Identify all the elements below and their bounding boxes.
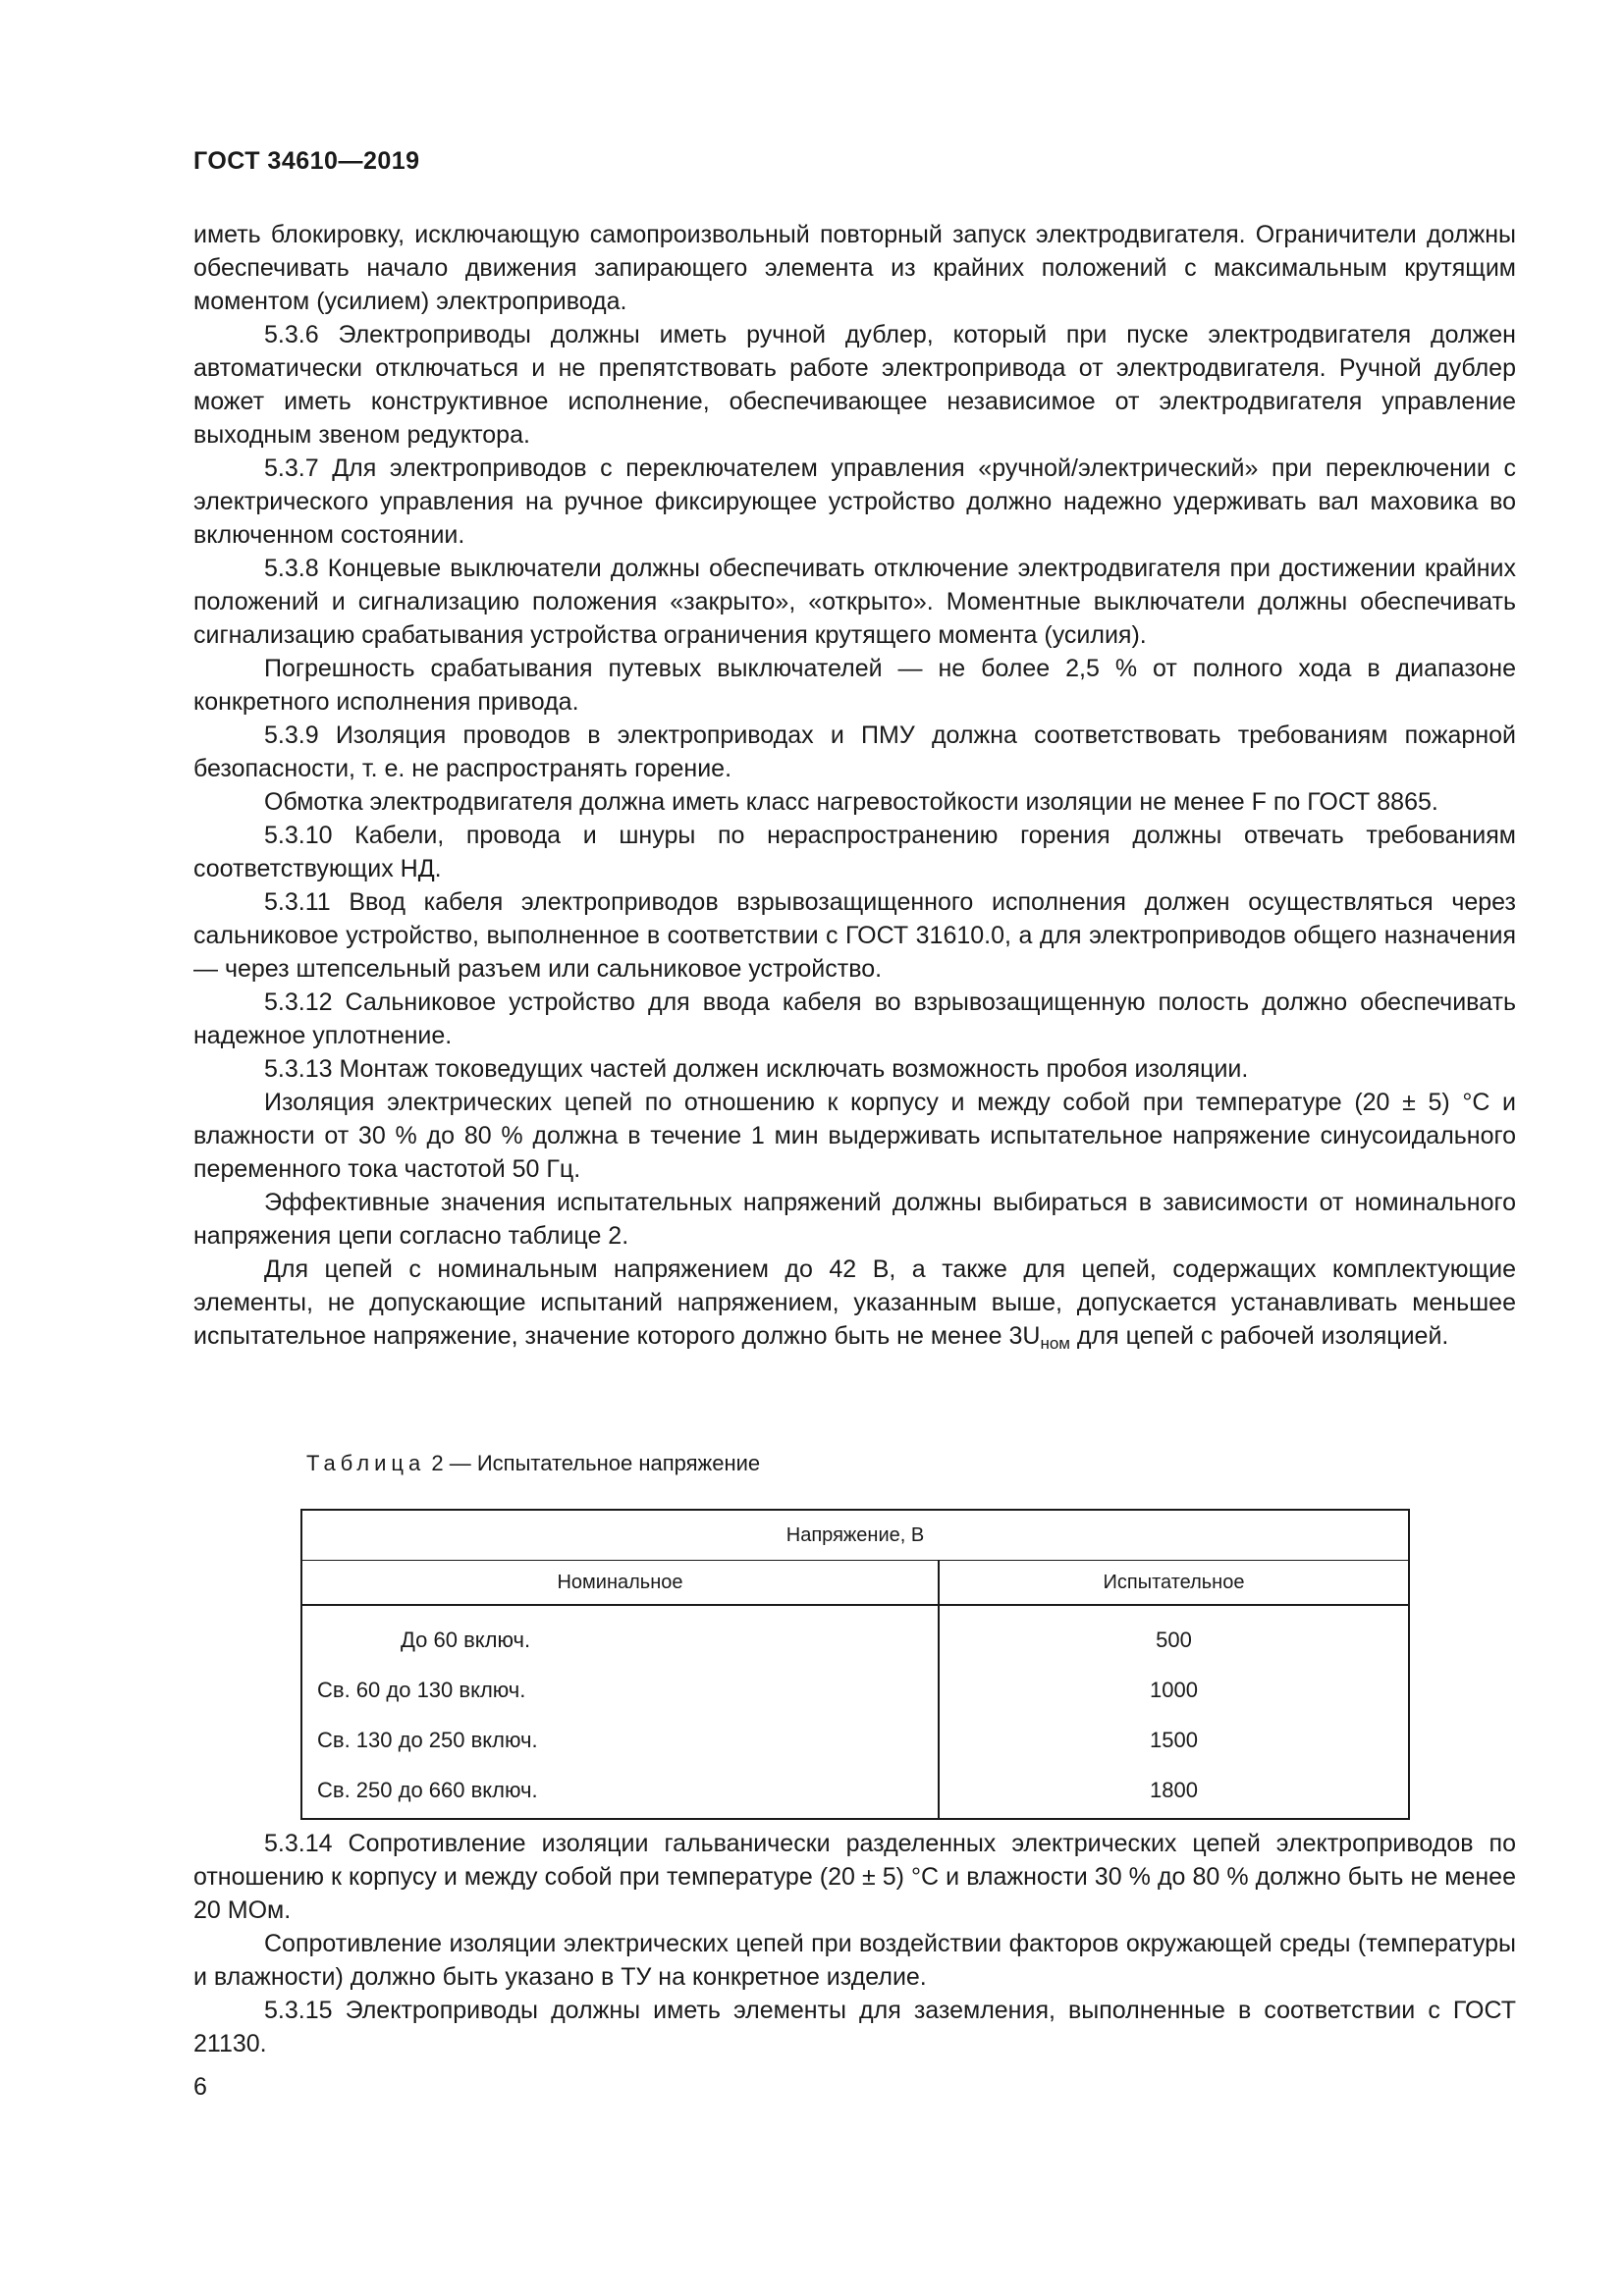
document-header: ГОСТ 34610—2019	[193, 147, 420, 175]
table-cell-nominal: Св. 250 до 660 включ.	[301, 1765, 939, 1819]
table-cell-nominal: Св. 60 до 130 включ.	[301, 1665, 939, 1715]
table-cell-test: 1800	[939, 1765, 1409, 1819]
paragraph: 5.3.10 Кабели, провода и шнуры по нераспространению горения должны отвечать требованиям соответствующих НД.	[193, 822, 1516, 882]
paragraph: 5.3.15 Электроприводы должны иметь элементы для заземления, выполненные в соответствии с ГОСТ 21130.	[193, 1997, 1516, 2057]
paragraph: Обмотка электродвигателя должна иметь класс нагревостойкости изоляции не менее F по ГОСТ 8865.	[264, 788, 1438, 816]
table-row	[301, 1605, 1409, 1665]
paragraph: 5.3.7 Для электроприводов с переключателем управления «ручной/электрический» при переключении с электрического управления на ручное фиксирующее устройство должно надежно удерживать вал маховика во включенном состоянии.	[193, 454, 1516, 549]
voltage-table	[300, 1509, 1410, 1820]
paragraph: 5.3.11 Ввод кабеля электроприводов взрывозащищенного исполнения должен осуществляться через сальниковое устройство, выполненное в соответствии с ГОСТ 31610.0, а для электроприводов общего назначения — через штепсельный разъем или сальниковое устройство.	[193, 888, 1516, 983]
table-row	[301, 1765, 1409, 1819]
paragraph: 5.3.12 Сальниковое устройство для ввода кабеля во взрывозащищенную полость должно обеспечивать надежное уплотнение.	[193, 988, 1516, 1049]
paragraph: Изоляция электрических цепей по отношению к корпусу и между собой при температуре (20 ± 5) °С и влажности от 30 % до 80 % должна в течение 1 мин выдерживать испытательное напряжение синусоидального переменного тока частотой 50 Гц.	[193, 1089, 1516, 1183]
paragraph: 5.3.9 Изоляция проводов в электроприводах и ПМУ должна соответствовать требованиям пожарной безопасности, т. е. не распространять горение.	[193, 721, 1516, 782]
paragraph: иметь блокировку, исключающую самопроизвольный повторный запуск электродвигателя. Ограничители должны обеспечивать начало движения запирающего элемента из крайних положений с максимальным крутящим моментом (усилием) электропривода.	[193, 221, 1516, 315]
body-text-lower	[193, 1827, 1516, 2060]
paragraph: Сопротивление изоляции электрических цепей при воздействии факторов окружающей среды (температуры и влажности) должно быть указано в ТУ на конкретное изделие.	[193, 1930, 1516, 1991]
subscript-nom: ном	[1040, 1334, 1070, 1353]
paragraph: Погрешность срабатывания путевых выключателей — не более 2,5 % от полного хода в диапазоне конкретного исполнения привода.	[193, 655, 1516, 716]
table-cell-nominal: Св. 130 до 250 включ.	[301, 1715, 939, 1765]
paragraph: 5.3.8 Концевые выключатели должны обеспечивать отключение электродвигателя при достижении крайних положений и сигнализацию положения «закрыто», «открыто». Моментные выключатели должны обеспечивать сигнализацию срабатывания устройства ограничения крутящего момента (усилия).	[193, 555, 1516, 649]
paragraph: 5.3.14 Сопротивление изоляции гальванически разделенных электрических цепей электроприводов по отношению к корпусу и между собой при температуре (20 ± 5) °С и влажности 30 % до 80 % должно быть не менее 20 МОм.	[193, 1830, 1516, 1924]
body-text-upper	[193, 218, 1516, 1353]
table-cell-test: 1000	[939, 1665, 1409, 1715]
paragraph-text: для цепей с рабочей изоляцией.	[1069, 1322, 1449, 1350]
table-caption-label: Таблица	[306, 1451, 426, 1475]
page-number: 6	[193, 2073, 207, 2101]
table-row	[301, 1715, 1409, 1765]
table-cell-nominal: До 60 включ.	[301, 1605, 939, 1665]
table-group-header: Напряжение, В	[301, 1510, 1409, 1561]
table-caption-title: 2 — Испытательное напряжение	[425, 1451, 761, 1475]
paragraph: 5.3.6 Электроприводы должны иметь ручной дублер, который при пуске электродвигателя должен автоматически отключаться и не препятствовать работе электропривода от электродвигателя. Ручной дублер может иметь конструктивное исполнение, обеспечивающее независимое от электродвигателя управление выходным звеном редуктора.	[193, 321, 1516, 449]
table-cell-test: 500	[939, 1605, 1409, 1665]
paragraph: 5.3.13 Монтаж токоведущих частей должен исключать возможность пробоя изоляции.	[264, 1055, 1249, 1083]
table-header-nominal: Номинальное	[301, 1561, 939, 1606]
paragraph-rated-voltage	[193, 1253, 1516, 1353]
paragraph-text: Для цепей с номинальным напряжением до 42 В, а также для цепей, содержащих комплектующие элементы, не допускающие испытаний напряжением, указанным выше, допускается устанавливать меньшее испытательное напряжение, значение которого должно быть не менее 3U	[193, 1255, 1516, 1350]
table-cell-test: 1500	[939, 1715, 1409, 1765]
table-header-test: Испытательное	[939, 1561, 1409, 1606]
table-caption	[306, 1451, 760, 1476]
paragraph: Эффективные значения испытательных напряжений должны выбираться в зависимости от номинального напряжения цепи согласно таблице 2.	[193, 1189, 1516, 1250]
table-row	[301, 1665, 1409, 1715]
